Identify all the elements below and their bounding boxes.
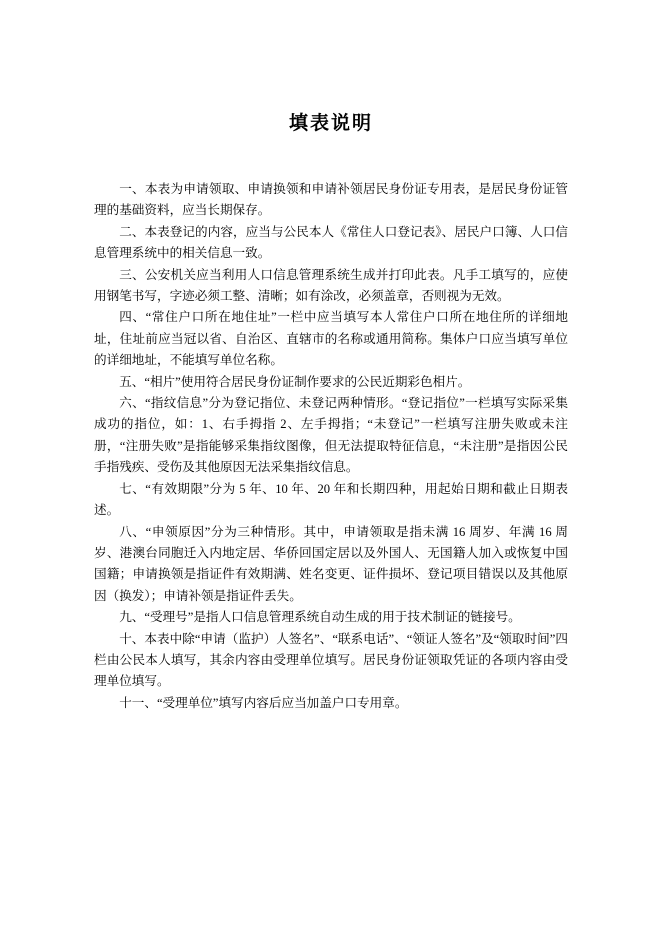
instruction-paragraph-2: 二、本表登记的内容，应当与公民本人《常住人口登记表》、居民户口簿、人口信息管理系统中的相关信息一致。 [94, 224, 568, 261]
instruction-paragraph-1: 一、本表为申请领取、申请换领和申请补领居民身份证专用表，是居民身份证管理的基础资料，应当长期保存。 [94, 182, 568, 218]
instruction-paragraph-6: 六、“指纹信息”分为登记指位、未登记两种情形。“登记指位”一栏填写实际采集成功的指位，如：1、右手拇指 2、左手拇指；“未登记”一栏填写注册失败或未注册，“注册失败”是指能够采集指纹图像，但无法提取特征信息，“未注册”是指因公民手指残疾、受伤及其他原因无法采集指纹信息。 [94, 396, 568, 475]
instructions-body [94, 179, 568, 714]
instruction-paragraph-3: 三、公安机关应当利用人口信息管理系统生成并打印此表。凡手工填写的，应使用钢笔书写，字迹必须工整、清晰；如有涂改，必须盖章，否则视为无效。 [94, 267, 568, 304]
page-title: 填表说明 [288, 113, 373, 134]
instruction-paragraph-8: 八、“申领原因”分为三种情形。其中，申请领取是指未满 16 周岁、年满 16 周岁、港澳台同胞迁入内地定居、华侨回国定居以及外国人、无国籍人加入或恢复中国国籍；申请换领是指证件有效期满、姓名变更、证件损坏、登记项目错误以及其他原因（换发）；申请补领是指证件丢失。 [94, 524, 568, 603]
instruction-paragraph-9: 九、“受理号”是指人口信息管理系统自动生成的用于技术制证的链接号。 [119, 610, 521, 625]
instruction-paragraph-7: 七、“有效期限”分为 5 年、10 年、20 年和长期四种，用起始日期和截止日期表述。 [94, 481, 568, 518]
instruction-paragraph-5: 五、“相片”使用符合居民身份证制作要求的公民近期彩色相片。 [119, 374, 471, 389]
instruction-paragraph-4: 四、“常住户口所在地住址”一栏中应当填写本人常住户口所在地住所的详细地址，住址前应当冠以省、自治区、直辖市的名称或通用简称。集体户口应当填写单位的详细地址，不能填写单位名称。 [94, 310, 568, 368]
instruction-paragraph-10: 十、本表中除“申请（监护）人签名”、“联系电话”、“领证人签名”及“领取时间”四栏由公民本人填写，其余内容由受理单位填写。居民身份证领取凭证的各项内容由受理单位填写。 [94, 631, 568, 689]
instruction-paragraph-11: 十一、“受理单位”填写内容后应当加盖户口专用章。 [119, 695, 408, 710]
